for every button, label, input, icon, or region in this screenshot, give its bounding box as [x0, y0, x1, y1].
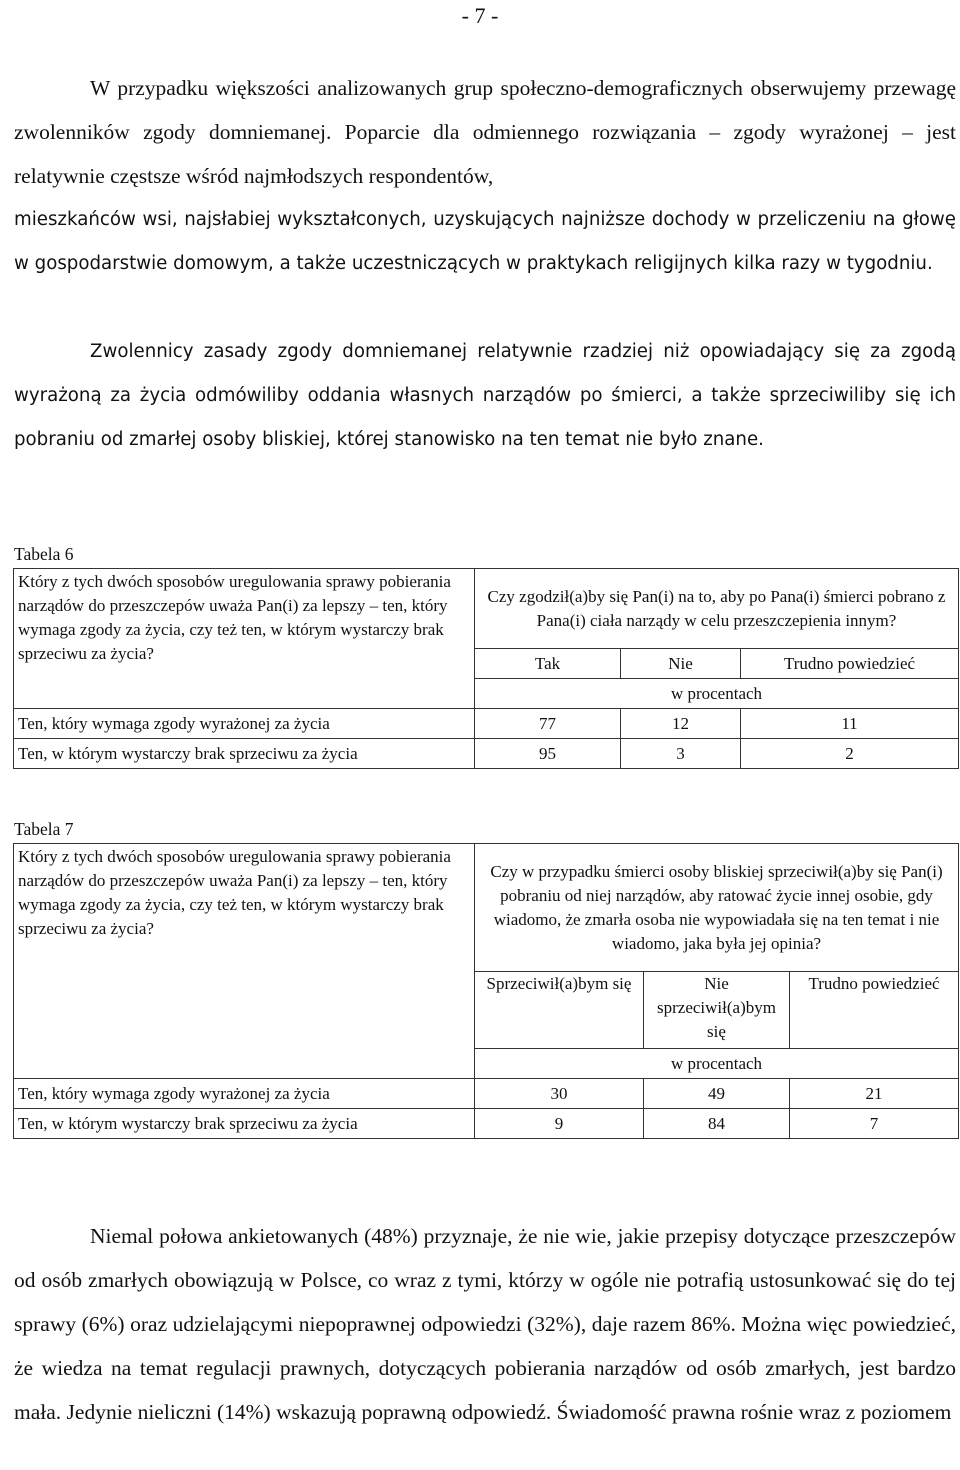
table-6 — [13, 568, 959, 769]
table-7-unit: w procentach — [475, 1049, 959, 1079]
table-7-col-header: Trudno powiedzieć — [790, 972, 959, 1049]
table-6-row-label: Ten, w którym wystarczy brak sprzeciwu za życia — [14, 739, 475, 769]
table-7-column-question: Czy w przypadku śmierci osoby bliskiej sprzeciwił(a)by się Pan(i) pobraniu od niej narządów, aby ratować życie innej osobie, gdy wiadomo, że zmarła osoba nie wypowiadała się na ten temat i nie wiadomo, jaka była jej opinia? — [475, 844, 959, 972]
paragraph-1 — [14, 66, 956, 198]
table-7-col-header: Sprzeciwił(a)bym się — [475, 972, 644, 1049]
table-6-label: Tabela 6 — [14, 544, 74, 564]
table-6-col-header: Trudno powiedzieć — [741, 649, 959, 679]
table-7 — [13, 843, 959, 1139]
table-7-cell: 7 — [790, 1109, 959, 1139]
table-6-column-question: Czy zgodził(a)by się Pan(i) na to, aby po Pana(i) śmierci pobrano z Pana(i) ciała narządy w celu przeszczepienia innym? — [475, 569, 959, 649]
table-7-col-header: Nie sprzeciwił(a)bym się — [644, 972, 790, 1049]
paragraph-3 — [14, 1214, 956, 1434]
table-7-row-label: Ten, w którym wystarczy brak sprzeciwu za życia — [14, 1109, 475, 1139]
table-6-row-question: Który z tych dwóch sposobów uregulowania sprawy pobierania narządów do przeszczepów uważa Pan(i) za lepszy – ten, który wymaga zgody za życia, czy też ten, w którym wystarczy brak sprzeciwu za życia? — [14, 569, 475, 709]
paragraph-2-text: Zwolennicy zasady zgody domniemanej relatywnie rzadziej niż opowiadający się za zgodą wyrażoną za życia odmówiliby oddania własnych narządów po śmierci, a także sprzeciwiliby się ich pobraniu od zmarłej osoby bliskiej, której stanowisko na ten temat nie było znane. — [14, 341, 956, 450]
table-6-cell: 11 — [741, 709, 959, 739]
table-6-col-header: Nie — [621, 649, 741, 679]
table-6-cell: 2 — [741, 739, 959, 769]
table-6-row-label: Ten, który wymaga zgody wyrażonej za życia — [14, 709, 475, 739]
table-7-cell: 21 — [790, 1079, 959, 1109]
table-6-col-header: Tak — [475, 649, 621, 679]
table-7-cell: 84 — [644, 1109, 790, 1139]
table-7-cell: 30 — [475, 1079, 644, 1109]
table-7-label: Tabela 7 — [14, 819, 74, 839]
paragraph-1-continued — [14, 198, 956, 286]
table-7-row-label: Ten, który wymaga zgody wyrażonej za życia — [14, 1079, 475, 1109]
table-7-row-question: Który z tych dwóch sposobów uregulowania sprawy pobierania narządów do przeszczepów uważa Pan(i) za lepszy – ten, który wymaga zgody za życia, czy też ten, w którym wystarczy brak sprzeciwu za życia? — [14, 844, 475, 1079]
paragraph-2 — [14, 330, 956, 462]
table-6-cell: 95 — [475, 739, 621, 769]
table-6-unit: w procentach — [475, 679, 959, 709]
paragraph-1-serif-text: W przypadku większości analizowanych grup społeczno-demograficznych obserwujemy przewagę zwolenników zgody domniemanej. Poparcie dla odmiennego rozwiązania – zgody wyrażonej – jest relatywnie częstsze wśród najmłodszych respondentów, — [14, 76, 956, 188]
table-7-cell: 49 — [644, 1079, 790, 1109]
table-7-cell: 9 — [475, 1109, 644, 1139]
table-6-cell: 3 — [621, 739, 741, 769]
table-6-cell: 12 — [621, 709, 741, 739]
page-number: - 7 - — [461, 3, 499, 28]
table-6-cell: 77 — [475, 709, 621, 739]
paragraph-1-sans-text: mieszkańców wsi, najsłabiej wykształconych, uzyskujących najniższe dochody w przeliczeniu na głowę w gospodarstwie domowym, a także uczestniczących w praktykach religijnych kilka razy w tygodniu. — [14, 209, 956, 274]
paragraph-3-text: Niemal połowa ankietowanych (48%) przyznaje, że nie wie, jakie przepisy dotyczące przeszczepów od osób zmarłych obowiązują w Polsce, co wraz z tymi, którzy w ogóle nie potrafią ustosunkować się do tej sprawy (6%) oraz udzielającymi niepoprawnej odpowiedzi (32%), daje razem 86%. Można więc powiedzieć, że wiedza na temat regulacji prawnych, dotyczących pobierania narządów od osób zmarłych, jest bardzo mała. Jedynie nieliczni (14%) wskazują poprawną odpowiedź. Świadomość prawna rośnie wraz z poziomem — [14, 1224, 956, 1424]
